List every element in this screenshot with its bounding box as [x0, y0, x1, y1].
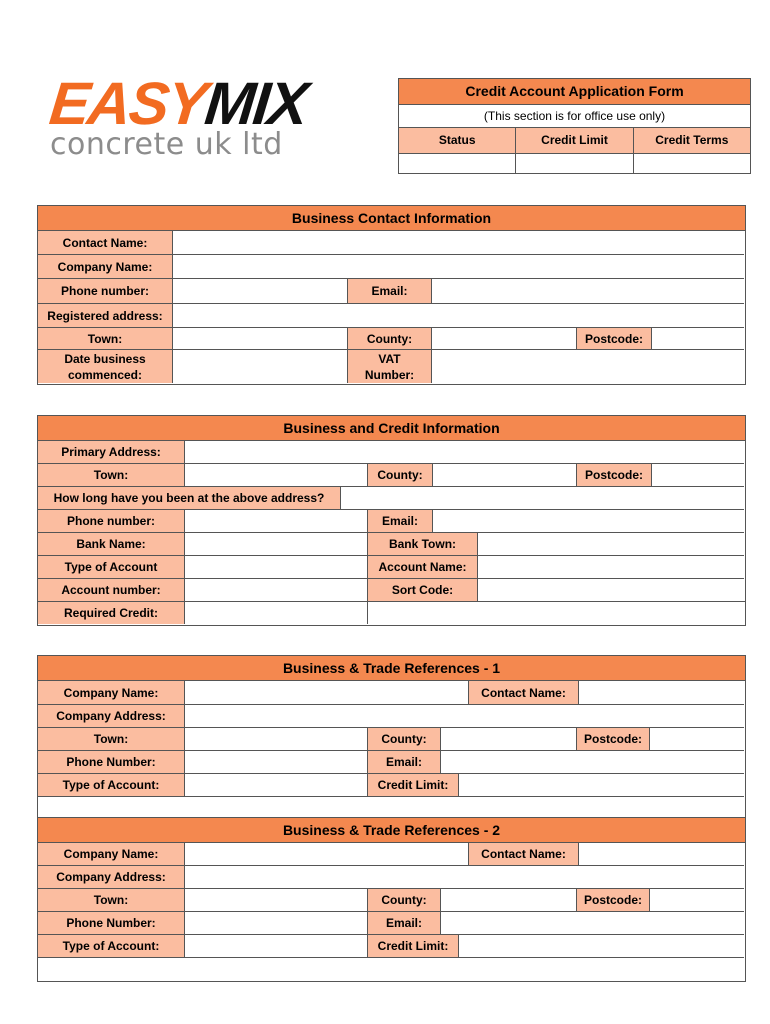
phone-input[interactable] [185, 912, 368, 935]
account-number-input[interactable] [185, 579, 368, 602]
contact-name-input[interactable] [579, 843, 744, 866]
company-logo [46, 70, 310, 137]
town-label: Town: [38, 328, 173, 350]
bank-name-input[interactable] [185, 533, 368, 556]
credit-limit-input[interactable] [459, 774, 744, 797]
postcode-input[interactable] [652, 328, 744, 350]
county-label: County: [368, 889, 441, 912]
credit-limit-header: Credit Limit [516, 128, 633, 153]
bank-town-input[interactable] [478, 533, 744, 556]
section-gap [368, 601, 745, 625]
credit-limit-input[interactable] [459, 935, 744, 958]
company-address-label: Company Address: [38, 866, 185, 889]
sort-code-label: Sort Code: [368, 579, 478, 602]
company-name-input[interactable] [185, 681, 469, 705]
how-long-label: How long have you been at the above address? [38, 487, 341, 510]
company-address-input[interactable] [185, 866, 744, 889]
postcode-input[interactable] [650, 728, 744, 751]
status-field[interactable] [399, 154, 516, 174]
contact-name-input[interactable] [579, 681, 744, 705]
how-long-input[interactable] [341, 487, 744, 510]
email-label: Email: [368, 912, 441, 935]
company-name-input[interactable] [173, 255, 744, 279]
county-input[interactable] [441, 889, 577, 912]
company-address-input[interactable] [185, 705, 744, 728]
business-credit-section [37, 415, 746, 626]
sort-code-input[interactable] [478, 579, 744, 602]
company-name-label: Company Name: [38, 681, 185, 705]
logo-mix-text: MIX [201, 70, 310, 137]
credit-terms-header: Credit Terms [634, 128, 750, 153]
credit-limit-label: Credit Limit: [368, 935, 459, 958]
credit-terms-field[interactable] [634, 154, 750, 174]
trade-reference-1-section [37, 655, 746, 820]
company-name-label: Company Name: [38, 255, 173, 279]
registered-address-label: Registered address: [38, 304, 173, 328]
business-contact-section [37, 205, 746, 385]
phone-label: Phone number: [38, 510, 185, 533]
contact-name-label: Contact Name: [469, 681, 579, 705]
account-name-input[interactable] [478, 556, 744, 579]
county-input[interactable] [433, 464, 577, 487]
logo-easy-text: EASY [46, 70, 209, 137]
trade-reference-2-section [37, 817, 746, 982]
county-input[interactable] [432, 328, 577, 350]
email-input[interactable] [441, 751, 744, 774]
town-input[interactable] [185, 464, 368, 487]
postcode-input[interactable] [650, 889, 744, 912]
phone-label: Phone Number: [38, 751, 185, 774]
account-type-input[interactable] [185, 774, 368, 797]
town-input[interactable] [173, 328, 348, 350]
vat-number-label: VAT Number: [348, 350, 432, 383]
account-number-label: Account number: [38, 579, 185, 602]
county-input[interactable] [441, 728, 577, 751]
company-name-label: Company Name: [38, 843, 185, 866]
account-type-input[interactable] [185, 556, 368, 579]
town-label: Town: [38, 889, 185, 912]
phone-input[interactable] [173, 279, 348, 304]
county-label: County: [368, 464, 433, 487]
postcode-label: Postcode: [577, 328, 652, 350]
town-input[interactable] [185, 889, 368, 912]
primary-address-input[interactable] [185, 441, 744, 464]
email-label: Email: [368, 751, 441, 774]
office-use-note: (This section is for office use only) [399, 105, 750, 128]
bank-town-label: Bank Town: [368, 533, 478, 556]
date-commenced-label: Date business commenced: [38, 350, 173, 383]
town-label: Town: [38, 728, 185, 751]
phone-label: Phone number: [38, 279, 173, 304]
required-credit-input[interactable] [185, 602, 368, 624]
account-type-input[interactable] [185, 935, 368, 958]
county-label: County: [348, 328, 432, 350]
contact-name-input[interactable] [173, 231, 744, 255]
postcode-input[interactable] [652, 464, 744, 487]
email-input[interactable] [432, 279, 744, 304]
email-input[interactable] [433, 510, 744, 533]
form-title: Credit Account Application Form [399, 79, 750, 105]
section-title: Business and Credit Information [38, 416, 745, 441]
county-label: County: [368, 728, 441, 751]
phone-label: Phone Number: [38, 912, 185, 935]
primary-address-label: Primary Address: [38, 441, 185, 464]
status-header: Status [399, 128, 516, 153]
town-label: Town: [38, 464, 185, 487]
vat-number-input[interactable] [432, 350, 744, 383]
contact-name-label: Contact Name: [469, 843, 579, 866]
postcode-label: Postcode: [577, 464, 652, 487]
account-type-label: Type of Account [38, 556, 185, 579]
date-commenced-input[interactable] [173, 350, 348, 383]
account-type-label: Type of Account: [38, 935, 185, 958]
email-input[interactable] [441, 912, 744, 935]
registered-address-input[interactable] [173, 304, 744, 328]
email-label: Email: [368, 510, 433, 533]
contact-name-label: Contact Name: [38, 231, 173, 255]
logo-subtitle: concrete uk ltd [50, 127, 283, 162]
postcode-label: Postcode: [577, 889, 650, 912]
section-title: Business & Trade References - 1 [38, 656, 745, 681]
bank-name-label: Bank Name: [38, 533, 185, 556]
account-name-label: Account Name: [368, 556, 478, 579]
phone-input[interactable] [185, 751, 368, 774]
blank-row [38, 797, 744, 818]
company-address-label: Company Address: [38, 705, 185, 728]
postcode-label: Postcode: [577, 728, 650, 751]
company-name-input[interactable] [185, 843, 469, 866]
section-title: Business & Trade References - 2 [38, 818, 745, 843]
credit-limit-label: Credit Limit: [368, 774, 459, 797]
section-title: Business Contact Information [38, 206, 745, 231]
account-type-label: Type of Account: [38, 774, 185, 797]
office-use-box [398, 78, 751, 174]
email-label: Email: [348, 279, 432, 304]
required-credit-label: Required Credit: [38, 602, 185, 624]
phone-input[interactable] [185, 510, 368, 533]
town-input[interactable] [185, 728, 368, 751]
credit-limit-field[interactable] [516, 154, 633, 174]
blank-row [38, 958, 744, 980]
